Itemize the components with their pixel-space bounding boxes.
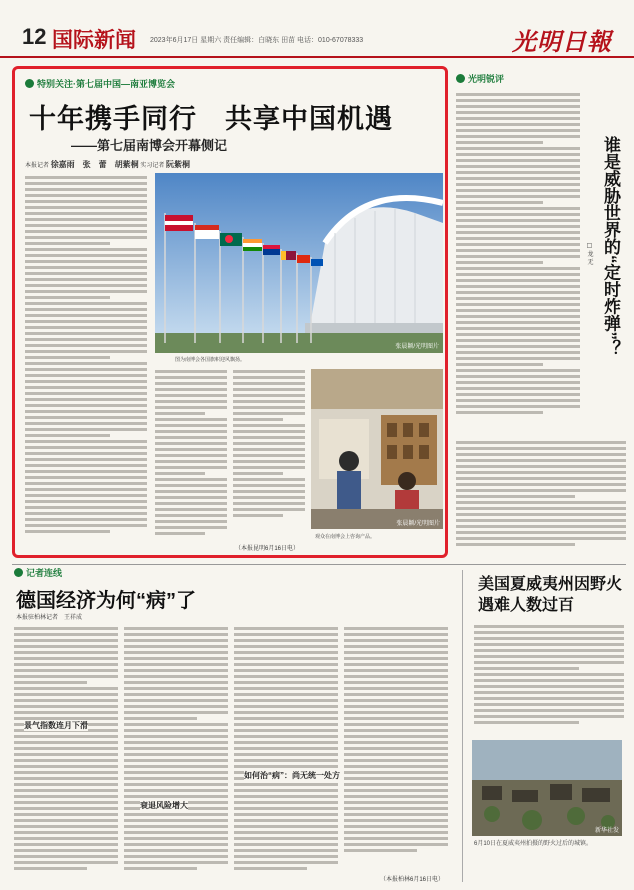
- expo-flags-photo[interactable]: [155, 173, 443, 353]
- sidebar-author: □ 龙 无: [586, 242, 593, 265]
- sidebar-column-tag: 光明锐评: [456, 72, 504, 85]
- sidebar-title: 谁是威胁世界的“定时炸弹”？: [601, 136, 620, 357]
- booth-illustration: [311, 369, 443, 529]
- germany-body-col-2: [124, 624, 228, 884]
- wildfire-illustration: [472, 740, 622, 836]
- page-number: 12: [22, 24, 47, 49]
- feature-headline: 十年携手同行 共享中国机遇: [29, 104, 393, 134]
- sidebar-body-bottom: [456, 438, 626, 556]
- feature-body-col-1: [25, 173, 147, 553]
- germany-headline[interactable]: 德国经济为何“病”了: [16, 590, 196, 612]
- germany-subsection-3: 如何治“病”：尚无统一处方: [244, 771, 340, 780]
- feature-dateline: （本报昆明6月16日电）: [235, 546, 300, 552]
- feature-body-col-3: [233, 367, 305, 553]
- wildfire-photo-credit: 新华社发: [594, 828, 619, 834]
- flags-illustration: [155, 173, 443, 353]
- featured-article[interactable]: [12, 66, 448, 558]
- germany-subsection-2: 衰退风险增大: [140, 801, 188, 810]
- us-body: [474, 622, 624, 736]
- newspaper-logo: 光明日報: [512, 27, 612, 56]
- germany-byline: 本报驻柏林记者 王祥成: [16, 615, 83, 621]
- issue-line: 2023年6月17日 星期六 责任编辑：白晓东 田苗 电话：010-67078333: [150, 37, 364, 44]
- germany-body-col-4: [344, 624, 448, 874]
- wildfire-photo[interactable]: [472, 740, 622, 836]
- feature-byline: 本报记者 徐嘉雨 张 蕾 胡紫桐 实习记者 阮紫桐: [25, 160, 191, 169]
- section-name: 国际新闻: [52, 29, 136, 52]
- side-photo-caption: 观众在南博会上咨询产品。: [315, 534, 376, 540]
- section-divider: [12, 564, 626, 565]
- column-rule: [462, 570, 463, 882]
- commentary-sidebar[interactable]: [456, 66, 626, 558]
- sidebar-body-top: [456, 90, 580, 430]
- germany-body-col-3: [234, 624, 338, 884]
- germany-subsection-1: 景气指数连月下滑: [24, 721, 88, 730]
- germany-tag-icon: [14, 568, 23, 577]
- main-photo-caption: 图为南博会各国旗帜迎风飘扬。: [175, 357, 246, 363]
- feature-body-col-2: [155, 367, 227, 553]
- germany-column-tag: 记者连线: [14, 566, 62, 579]
- feature-subhead: ——第七届南博会开幕侧记: [71, 138, 228, 153]
- side-photo-credit: 张晨颖/光明图片: [396, 521, 440, 527]
- expo-booth-photo[interactable]: [311, 369, 443, 529]
- us-headline[interactable]: 美国夏威夷州因野火 遇难人数过百: [478, 576, 623, 614]
- feature-column-tag: 特别关注·第七届中国—南亚博览会: [25, 77, 175, 90]
- germany-dateline: （本报柏林6月16日电）: [380, 877, 445, 883]
- main-photo-credit: 张晨颖/光明图片: [395, 344, 439, 350]
- masthead: [0, 0, 634, 58]
- wildfire-photo-caption: 6月10日在夏威夷州拍摄的野火过后的城镇。: [474, 841, 593, 847]
- germany-body-col-1: [14, 624, 118, 884]
- sidebar-tag-icon: [456, 74, 465, 83]
- column-tag-icon: [25, 79, 34, 88]
